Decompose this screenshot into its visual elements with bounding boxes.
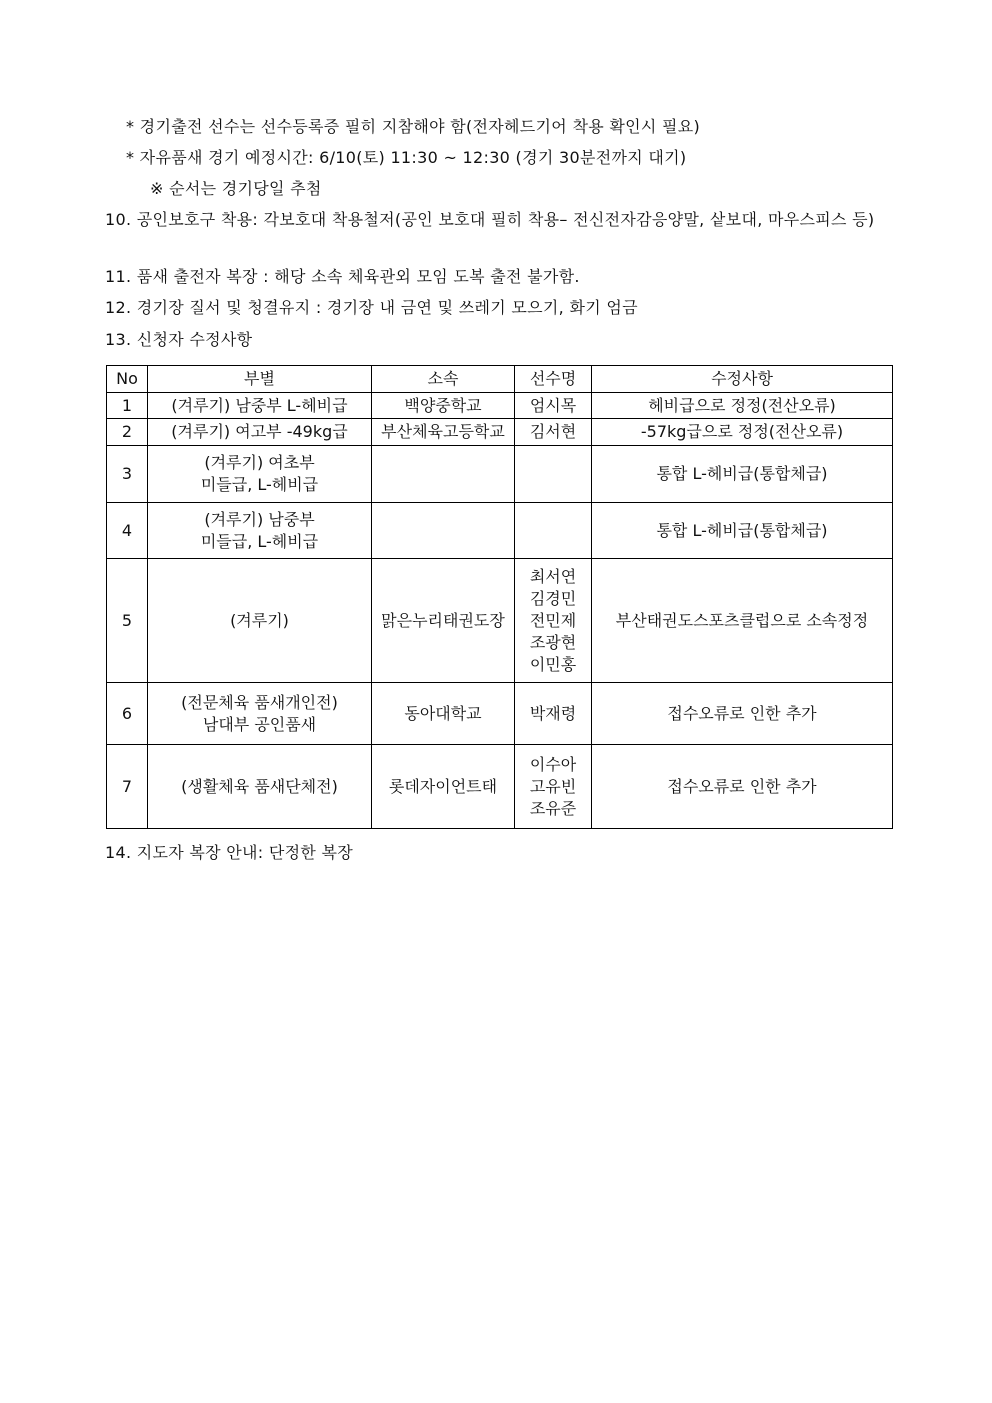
cell-affiliation (372, 446, 515, 503)
cell-no: 1 (107, 393, 148, 419)
cell-no: 7 (107, 745, 148, 829)
cell-division: (겨루기) (148, 559, 372, 683)
item-14-coach-attire: 14. 지도자 복장 안내: 단정한 복장 (105, 843, 354, 862)
cell-correction: 헤비급으로 정정(전산오류) (592, 393, 893, 419)
cell-players (515, 446, 592, 503)
cell-division: (생활체육 품새단체전) (148, 745, 372, 829)
header-affiliation: 소속 (372, 366, 515, 393)
header-correction: 수정사항 (592, 366, 893, 393)
cell-players: 김서현 (515, 419, 592, 446)
cell-correction: 통합 L-헤비급(통합체급) (592, 446, 893, 503)
item-13-corrections-heading: 13. 신청자 수정사항 (105, 330, 253, 349)
cell-correction: 접수오류로 인한 추가 (592, 683, 893, 745)
note-order-draw: ※ 순서는 경기당일 추첨 (150, 179, 322, 198)
cell-affiliation: 동아대학교 (372, 683, 515, 745)
cell-division: (겨루기) 남중부 L-헤비급 (148, 393, 372, 419)
cell-affiliation: 롯데자이언트태 (372, 745, 515, 829)
item-12-order-cleanliness: 12. 경기장 질서 및 청결유지 : 경기장 내 금연 및 쓰레기 모으기, 화기 엄금 (105, 298, 638, 317)
cell-players (515, 503, 592, 559)
cell-no: 5 (107, 559, 148, 683)
cell-no: 4 (107, 503, 148, 559)
corrections-table (106, 365, 893, 829)
cell-affiliation: 백양중학교 (372, 393, 515, 419)
cell-correction: -57kg급으로 정정(전산오류) (592, 419, 893, 446)
table-row (107, 446, 893, 503)
cell-correction: 통합 L-헤비급(통합체급) (592, 503, 893, 559)
note-player-id: * 경기출전 선수는 선수등록증 필히 지참해야 함(전자헤드기어 착용 확인시 필요) (126, 117, 701, 136)
table-row (107, 393, 893, 419)
cell-division: (전문체육 품새개인전) 남대부 공인품새 (148, 683, 372, 745)
cell-no: 6 (107, 683, 148, 745)
item-10-protective-gear: 10. 공인보호구 착용: 각보호대 착용철저(공인 보호대 필히 착용– 전신전자감응양말, 샅보대, 마우스피스 등) (105, 210, 875, 229)
header-no: No (107, 366, 148, 393)
cell-affiliation: 부산체육고등학교 (372, 419, 515, 446)
table-row (107, 559, 893, 683)
cell-players: 이수아 고유빈 조유준 (515, 745, 592, 829)
cell-players: 최서연 김경민 전민제 조광현 이민홍 (515, 559, 592, 683)
cell-no: 2 (107, 419, 148, 446)
cell-no: 3 (107, 446, 148, 503)
note-freestyle-schedule: * 자유품새 경기 예정시간: 6/10(토) 11:30 ~ 12:30 (경기 30분전까지 대기) (126, 148, 687, 167)
cell-correction: 부산태권도스포츠클럽으로 소속정정 (592, 559, 893, 683)
table-row (107, 745, 893, 829)
table-header-row (107, 366, 893, 393)
cell-division: (겨루기) 여고부 -49kg급 (148, 419, 372, 446)
table-row (107, 683, 893, 745)
cell-players: 엄시목 (515, 393, 592, 419)
header-players: 선수명 (515, 366, 592, 393)
header-division: 부별 (148, 366, 372, 393)
cell-affiliation (372, 503, 515, 559)
cell-division: (겨루기) 남중부 미들급, L-헤비급 (148, 503, 372, 559)
item-11-uniform: 11. 품새 출전자 복장 : 해당 소속 체육관외 모임 도복 출전 불가함. (105, 267, 580, 286)
cell-players: 박재령 (515, 683, 592, 745)
cell-division: (겨루기) 여초부 미들급, L-헤비급 (148, 446, 372, 503)
table-row (107, 419, 893, 446)
cell-correction: 접수오류로 인한 추가 (592, 745, 893, 829)
table-row (107, 503, 893, 559)
cell-affiliation: 맑은누리태권도장 (372, 559, 515, 683)
